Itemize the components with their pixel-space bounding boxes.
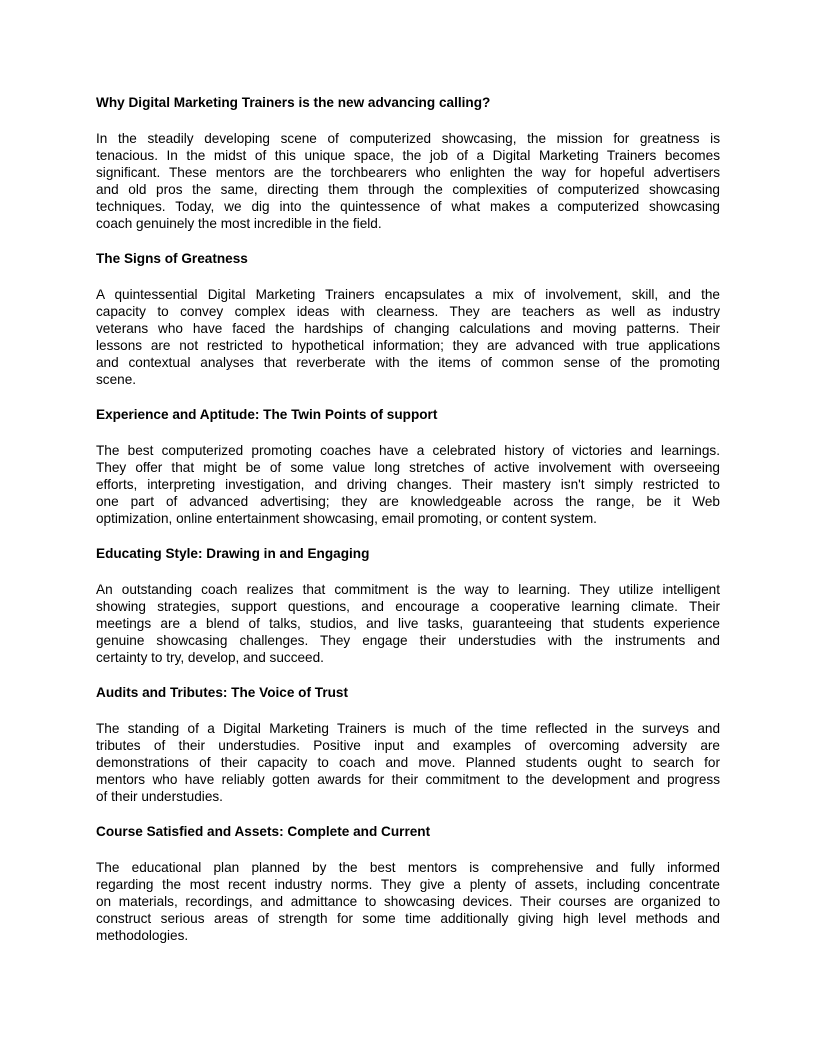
section-heading: Audits and Tributes: The Voice of Trust	[96, 685, 349, 700]
section-paragraph	[96, 859, 720, 944]
paragraph-line: and contextual analyses that reverberate with the items of common sense of the promoting	[96, 355, 720, 370]
section-heading: Educating Style: Drawing in and Engaging	[96, 546, 370, 561]
section-heading: Why Digital Marketing Trainers is the new advancing calling?	[96, 95, 491, 110]
paragraph-line: scene.	[96, 372, 137, 387]
paragraph-line: optimization, online entertainment showcasing, email promoting, or content system.	[96, 511, 597, 526]
section-paragraph	[96, 442, 720, 527]
paragraph-line: genuine showcasing challenges. They engage their understudies with the instruments and	[96, 633, 720, 648]
section-heading: The Signs of Greatness	[96, 251, 248, 266]
paragraph-line: demonstrations of their capacity to coach and move. Planned students ought to search for	[96, 755, 720, 770]
paragraph-line: and old pros the same, directing them through the complexities of computerized showcasing	[96, 182, 720, 197]
section-paragraph	[96, 581, 720, 666]
section-paragraph	[96, 130, 720, 232]
section-paragraph	[96, 720, 720, 805]
paragraph-line: certainty to try, develop, and succeed.	[96, 650, 324, 665]
paragraph-line: tenacious. In the midst of this unique space, the job of a Digital Marketing Trainers becomes	[96, 148, 720, 163]
paragraph-line: of their understudies.	[96, 789, 223, 804]
document-page	[96, 94, 720, 962]
paragraph-line: coach genuinely the most incredible in the field.	[96, 216, 382, 231]
paragraph-line: In the steadily developing scene of computerized showcasing, the mission for greatness is	[96, 131, 720, 146]
paragraph-line: A quintessential Digital Marketing Trainers encapsulates a mix of involvement, skill, and the	[96, 287, 720, 302]
paragraph-line: veterans who have faced the hardships of changing calculations and moving patterns. Their	[96, 321, 720, 336]
paragraph-line: regarding the most recent industry norms. They give a plenty of assets, including concentrate	[96, 877, 720, 892]
paragraph-line: construct serious areas of strength for some time additionally giving high level methods and	[96, 911, 720, 926]
paragraph-line: capacity to convey complex ideas with clearness. They are teachers as well as industry	[96, 304, 720, 319]
paragraph-line: showing strategies, support questions, and encourage a cooperative learning climate. Their	[96, 599, 720, 614]
section-heading: Experience and Aptitude: The Twin Points of support	[96, 407, 438, 422]
paragraph-line: They offer that might be of some value long stretches of active involvement with overseeing	[96, 460, 720, 475]
paragraph-line: The standing of a Digital Marketing Trainers is much of the time reflected in the surveys and	[96, 721, 720, 736]
section-heading: Course Satisfied and Assets: Complete and Current	[96, 824, 431, 839]
paragraph-line: techniques. Today, we dig into the quintessence of what makes a computerized showcasing	[96, 199, 720, 214]
paragraph-line: significant. These mentors are the torchbearers who enlighten the way for hopeful advertisers	[96, 165, 720, 180]
paragraph-line: methodologies.	[96, 928, 189, 943]
paragraph-line: The educational plan planned by the best mentors is comprehensive and fully informed	[96, 860, 720, 875]
paragraph-line: one part of advanced advertising; they are knowledgeable across the range, be it Web	[96, 494, 720, 509]
paragraph-line: mentors who have reliably gotten awards for their commitment to the development and progress	[96, 772, 720, 787]
paragraph-line: An outstanding coach realizes that commitment is the way to learning. They utilize intelligent	[96, 582, 720, 597]
paragraph-line: efforts, interpreting investigation, and driving changes. Their mastery isn't simply restricted to	[96, 477, 720, 492]
paragraph-line: on materials, recordings, and admittance to showcasing devices. Their courses are organized to	[96, 894, 720, 909]
paragraph-line: The best computerized promoting coaches have a celebrated history of victories and learnings.	[96, 443, 720, 458]
paragraph-line: meetings are a blend of talks, studios, and live tasks, guaranteeing that students experience	[96, 616, 720, 631]
section-paragraph	[96, 286, 720, 388]
paragraph-line: lessons are not restricted to hypothetical information; they are advanced with true applications	[96, 338, 720, 353]
paragraph-line: tributes of their understudies. Positive input and examples of overcoming adversity are	[96, 738, 720, 753]
